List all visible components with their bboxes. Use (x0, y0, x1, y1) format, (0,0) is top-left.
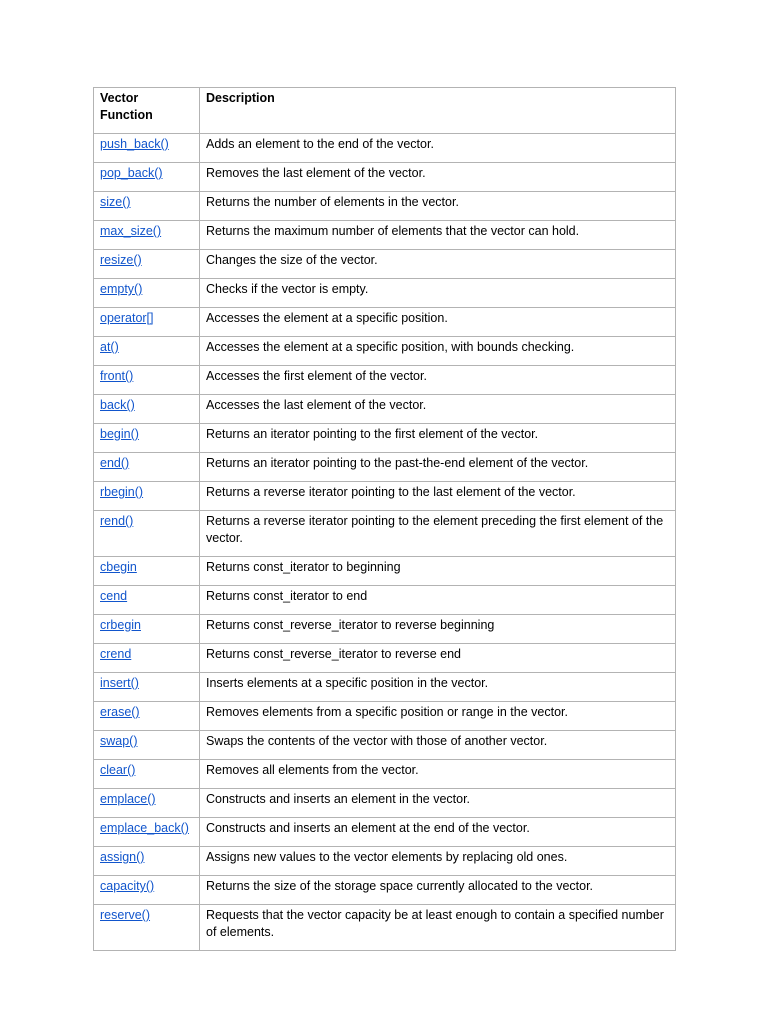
function-cell (94, 453, 200, 482)
function-cell (94, 586, 200, 615)
description-cell: Removes all elements from the vector. (200, 760, 676, 789)
function-link[interactable]: at() (100, 340, 119, 354)
table-row (94, 905, 676, 951)
table-row (94, 482, 676, 511)
function-link[interactable]: push_back() (100, 137, 169, 151)
description-cell: Swaps the contents of the vector with those of another vector. (200, 731, 676, 760)
description-cell: Returns a reverse iterator pointing to the element preceding the first element of the vector. (200, 511, 676, 557)
description-cell: Requests that the vector capacity be at least enough to contain a specified number of elements. (200, 905, 676, 951)
function-link[interactable]: rend() (100, 514, 134, 528)
table-row (94, 395, 676, 424)
description-cell: Accesses the last element of the vector. (200, 395, 676, 424)
table-row (94, 192, 676, 221)
table-row (94, 702, 676, 731)
function-cell (94, 702, 200, 731)
function-link[interactable]: max_size() (100, 224, 162, 238)
function-cell (94, 482, 200, 511)
table-row (94, 586, 676, 615)
function-link[interactable]: pop_back() (100, 166, 163, 180)
description-cell: Removes the last element of the vector. (200, 163, 676, 192)
function-link[interactable]: rbegin() (100, 485, 144, 499)
function-link[interactable]: insert() (100, 676, 139, 690)
function-cell (94, 644, 200, 673)
function-cell (94, 221, 200, 250)
description-cell: Constructs and inserts an element at the end of the vector. (200, 818, 676, 847)
function-cell (94, 673, 200, 702)
function-cell (94, 134, 200, 163)
function-cell (94, 615, 200, 644)
table-row (94, 673, 676, 702)
table-row (94, 876, 676, 905)
function-cell (94, 366, 200, 395)
table-row (94, 557, 676, 586)
table-row (94, 847, 676, 876)
function-cell (94, 818, 200, 847)
description-cell: Adds an element to the end of the vector. (200, 134, 676, 163)
function-cell (94, 731, 200, 760)
table-row (94, 818, 676, 847)
function-link[interactable]: end() (100, 456, 130, 470)
description-cell: Checks if the vector is empty. (200, 279, 676, 308)
table-row (94, 134, 676, 163)
description-cell: Returns a reverse iterator pointing to the last element of the vector. (200, 482, 676, 511)
function-cell (94, 192, 200, 221)
description-cell: Removes elements from a specific position or range in the vector. (200, 702, 676, 731)
table-row (94, 644, 676, 673)
function-link[interactable]: cbegin (100, 560, 137, 574)
description-cell: Returns const_iterator to beginning (200, 557, 676, 586)
table-row (94, 221, 676, 250)
table-body (94, 134, 676, 951)
table-row (94, 337, 676, 366)
description-cell: Returns the number of elements in the vector. (200, 192, 676, 221)
description-cell: Returns the size of the storage space currently allocated to the vector. (200, 876, 676, 905)
table-row (94, 163, 676, 192)
function-link[interactable]: begin() (100, 427, 139, 441)
function-link[interactable]: reserve() (100, 908, 151, 922)
description-cell: Accesses the element at a specific position, with bounds checking. (200, 337, 676, 366)
table-row (94, 453, 676, 482)
function-cell (94, 511, 200, 557)
function-cell (94, 905, 200, 951)
table-row (94, 789, 676, 818)
table-row (94, 250, 676, 279)
description-cell: Returns const_iterator to end (200, 586, 676, 615)
document-page (93, 87, 675, 951)
description-cell: Returns an iterator pointing to the first element of the vector. (200, 424, 676, 453)
description-cell: Changes the size of the vector. (200, 250, 676, 279)
function-link[interactable]: clear() (100, 763, 136, 777)
function-link[interactable]: crend (100, 647, 132, 661)
table-row (94, 279, 676, 308)
table-row (94, 760, 676, 789)
function-link[interactable]: back() (100, 398, 135, 412)
function-cell (94, 847, 200, 876)
description-cell: Returns the maximum number of elements that the vector can hold. (200, 221, 676, 250)
function-cell (94, 279, 200, 308)
function-cell (94, 557, 200, 586)
function-link[interactable]: crbegin (100, 618, 141, 632)
table-row (94, 731, 676, 760)
description-cell: Returns const_reverse_iterator to reverse beginning (200, 615, 676, 644)
vector-functions-table (93, 87, 676, 951)
function-cell (94, 337, 200, 366)
description-cell: Accesses the first element of the vector. (200, 366, 676, 395)
description-cell: Returns const_reverse_iterator to reverse end (200, 644, 676, 673)
function-cell (94, 424, 200, 453)
function-link[interactable]: empty() (100, 282, 143, 296)
function-cell (94, 876, 200, 905)
function-cell (94, 395, 200, 424)
function-link[interactable]: size() (100, 195, 131, 209)
header-function: Vector Function (94, 88, 200, 134)
function-cell (94, 308, 200, 337)
function-link[interactable]: capacity() (100, 879, 155, 893)
table-row (94, 424, 676, 453)
description-cell: Inserts elements at a specific position in the vector. (200, 673, 676, 702)
description-cell: Accesses the element at a specific position. (200, 308, 676, 337)
function-link[interactable]: cend (100, 589, 128, 603)
table-header-row (94, 88, 676, 134)
table-row (94, 366, 676, 395)
function-link[interactable]: front() (100, 369, 134, 383)
function-link[interactable]: emplace_back() (100, 821, 189, 835)
function-cell (94, 163, 200, 192)
function-cell (94, 789, 200, 818)
function-link[interactable]: swap() (100, 734, 138, 748)
function-cell (94, 250, 200, 279)
description-cell: Assigns new values to the vector elements by replacing old ones. (200, 847, 676, 876)
function-link[interactable]: assign() (100, 850, 145, 864)
function-link[interactable]: erase() (100, 705, 140, 719)
description-cell: Returns an iterator pointing to the past-the-end element of the vector. (200, 453, 676, 482)
description-cell: Constructs and inserts an element in the vector. (200, 789, 676, 818)
function-cell (94, 760, 200, 789)
function-link[interactable]: resize() (100, 253, 142, 267)
table-row (94, 308, 676, 337)
function-link[interactable]: emplace() (100, 792, 156, 806)
header-description: Description (200, 88, 676, 134)
function-link[interactable]: operator[] (100, 311, 154, 325)
table-row (94, 511, 676, 557)
table-row (94, 615, 676, 644)
